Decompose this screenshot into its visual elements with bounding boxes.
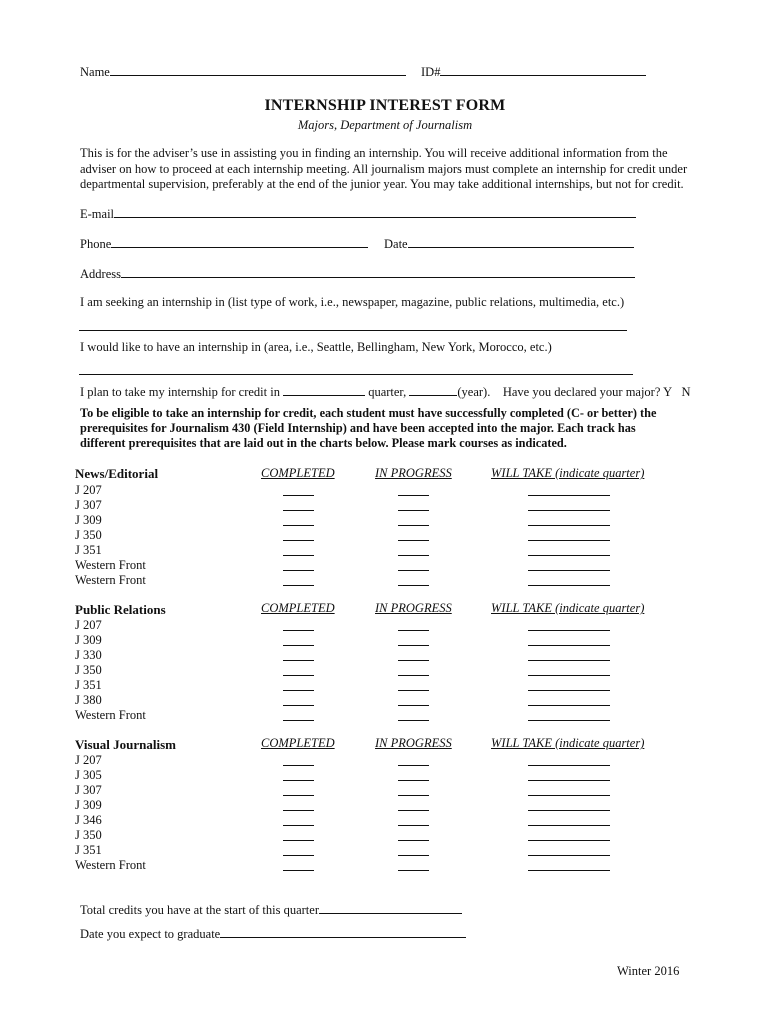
completed-blank[interactable] — [283, 585, 314, 586]
track-title-visual-journalism: Visual Journalism — [75, 737, 177, 752]
course-name: J 350 — [75, 528, 102, 542]
col-in-progress: IN PROGRESS — [375, 466, 452, 480]
course-name: J 351 — [75, 843, 102, 857]
plan-quarter-field[interactable] — [283, 384, 365, 396]
term-label: Winter 2016 — [617, 964, 680, 978]
will-take-blank[interactable] — [528, 525, 610, 526]
course-name: J 309 — [75, 798, 102, 812]
completed-blank[interactable] — [283, 645, 314, 646]
will-take-blank[interactable] — [528, 855, 610, 856]
will-take-blank[interactable] — [528, 765, 610, 766]
in-progress-blank[interactable] — [398, 675, 429, 676]
completed-blank[interactable] — [283, 570, 314, 571]
col-will-take: WILL TAKE (indicate quarter) — [491, 736, 645, 750]
course-list — [75, 753, 146, 873]
phone-field[interactable] — [111, 236, 368, 248]
in-progress-blank[interactable] — [398, 795, 429, 796]
plan-quarter-label: quarter, — [368, 385, 407, 399]
in-progress-blank[interactable] — [398, 825, 429, 826]
address-row — [80, 266, 635, 282]
completed-blank[interactable] — [283, 720, 314, 721]
course-name: J 207 — [75, 483, 102, 497]
will-take-blank[interactable] — [528, 690, 610, 691]
date-row — [384, 236, 634, 252]
in-progress-blank[interactable] — [398, 495, 429, 496]
in-progress-blank[interactable] — [398, 525, 429, 526]
seeking-answer-line[interactable] — [79, 330, 627, 331]
name-row — [80, 64, 406, 80]
course-name: J 351 — [75, 543, 102, 557]
course-name: J 346 — [75, 813, 102, 827]
in-progress-blank[interactable] — [398, 810, 429, 811]
date-label: Date — [384, 237, 408, 251]
course-name: J 207 — [75, 753, 102, 767]
course-name: J 330 — [75, 648, 102, 662]
id-row — [421, 64, 646, 80]
course-name: J 309 — [75, 513, 102, 527]
will-take-blank[interactable] — [528, 645, 610, 646]
page-title: INTERNSHIP INTEREST FORM — [264, 97, 506, 114]
completed-blank[interactable] — [283, 555, 314, 556]
declared-yes[interactable]: Y — [663, 385, 673, 399]
in-progress-blank[interactable] — [398, 555, 429, 556]
completed-blank[interactable] — [283, 870, 314, 871]
in-progress-blank[interactable] — [398, 705, 429, 706]
plan-prefix: I plan to take my internship for credit in — [80, 385, 280, 399]
in-progress-blank[interactable] — [398, 870, 429, 871]
graduate-label: Date you expect to graduate — [80, 927, 221, 941]
completed-blank[interactable] — [283, 525, 314, 526]
course-name: J 307 — [75, 498, 102, 512]
in-progress-blank[interactable] — [398, 840, 429, 841]
course-name: Western Front — [75, 558, 146, 572]
completed-blank[interactable] — [283, 780, 314, 781]
will-take-blank[interactable] — [528, 630, 610, 631]
course-list — [75, 483, 146, 588]
in-progress-blank[interactable] — [398, 540, 429, 541]
will-take-blank[interactable] — [528, 780, 610, 781]
col-completed: COMPLETED — [261, 601, 335, 615]
completed-blank[interactable] — [283, 855, 314, 856]
in-progress-blank[interactable] — [398, 855, 429, 856]
course-name: J 305 — [75, 768, 102, 782]
course-name: J 309 — [75, 633, 102, 647]
declared-question: Have you declared your major? — [502, 385, 661, 399]
id-label: ID# — [421, 65, 441, 79]
will-take-blank[interactable] — [528, 510, 610, 511]
eligibility-line: prerequisites for Journalism 430 (Field Internship) and have been accepted into the major. Each track has — [80, 421, 636, 435]
completed-blank[interactable] — [283, 630, 314, 631]
name-label: Name — [80, 65, 110, 79]
in-progress-blank[interactable] — [398, 780, 429, 781]
eligibility-paragraph — [80, 406, 656, 451]
course-list — [75, 618, 146, 723]
credits-row — [80, 902, 462, 918]
graduate-row — [80, 926, 466, 942]
will-take-blank[interactable] — [528, 495, 610, 496]
in-progress-blank[interactable] — [398, 585, 429, 586]
intro-line: adviser on how to proceed at each internship meeting. All journalism majors must complete an internship for credit under — [80, 161, 688, 176]
graduate-field[interactable] — [220, 926, 466, 938]
will-take-blank[interactable] — [528, 675, 610, 676]
completed-blank[interactable] — [283, 495, 314, 496]
completed-blank[interactable] — [283, 840, 314, 841]
will-take-blank[interactable] — [528, 660, 610, 661]
date-field[interactable] — [408, 236, 634, 248]
in-progress-blank[interactable] — [398, 630, 429, 631]
course-name: J 350 — [75, 828, 102, 842]
col-in-progress: IN PROGRESS — [375, 601, 452, 615]
col-completed: COMPLETED — [261, 736, 335, 750]
course-name: J 351 — [75, 678, 102, 692]
will-take-blank[interactable] — [528, 870, 610, 871]
declared-no[interactable]: N — [681, 385, 691, 399]
completed-blank[interactable] — [283, 540, 314, 541]
course-name: J 380 — [75, 693, 102, 707]
intro-line: This is for the adviser’s use in assisting you in finding an internship. You will receive additional information from the — [80, 146, 668, 160]
will-take-blank[interactable] — [528, 720, 610, 721]
address-label: Address — [80, 267, 121, 281]
col-will-take: WILL TAKE (indicate quarter) — [491, 601, 645, 615]
in-progress-blank[interactable] — [398, 510, 429, 511]
col-in-progress: IN PROGRESS — [375, 736, 452, 750]
location-answer-line[interactable] — [79, 374, 633, 375]
in-progress-blank[interactable] — [398, 720, 429, 721]
course-name: J 207 — [75, 618, 102, 632]
will-take-blank[interactable] — [528, 585, 610, 586]
col-will-take: WILL TAKE (indicate quarter) — [491, 466, 645, 480]
in-progress-blank[interactable] — [398, 660, 429, 661]
email-row — [80, 206, 636, 222]
address-field[interactable] — [121, 266, 635, 278]
completed-blank[interactable] — [283, 810, 314, 811]
plan-year-field[interactable] — [409, 384, 457, 396]
completed-blank[interactable] — [283, 705, 314, 706]
completed-blank[interactable] — [283, 825, 314, 826]
completed-blank[interactable] — [283, 765, 314, 766]
seeking-question: I am seeking an internship in (list type of work, i.e., newspaper, magazine, public relations, multimedia, etc.) — [80, 295, 625, 309]
intro-line: departmental supervision, preferably at the end of the junior year. You may take additional internships, but not for credit. — [80, 177, 684, 191]
course-name: J 307 — [75, 783, 102, 797]
will-take-blank[interactable] — [528, 840, 610, 841]
page-subtitle: Majors, Department of Journalism — [297, 118, 473, 132]
will-take-blank[interactable] — [528, 570, 610, 571]
course-name: Western Front — [75, 708, 146, 722]
in-progress-blank[interactable] — [398, 570, 429, 571]
track-title-public-relations: Public Relations — [75, 602, 166, 617]
intro-paragraph — [80, 146, 687, 193]
location-question: I would like to have an internship in (area, i.e., Seattle, Bellingham, New York, Morocco, etc.) — [80, 340, 552, 354]
will-take-blank[interactable] — [528, 795, 610, 796]
email-label: E-mail — [80, 207, 115, 221]
will-take-blank[interactable] — [528, 540, 610, 541]
phone-row — [80, 236, 368, 252]
plan-row — [80, 384, 691, 400]
course-name: Western Front — [75, 858, 146, 872]
in-progress-blank[interactable] — [398, 690, 429, 691]
will-take-blank[interactable] — [528, 555, 610, 556]
email-field[interactable] — [114, 206, 636, 218]
course-name: Western Front — [75, 573, 146, 587]
id-field[interactable] — [440, 64, 646, 76]
will-take-blank[interactable] — [528, 825, 610, 826]
completed-blank[interactable] — [283, 795, 314, 796]
course-name: J 350 — [75, 663, 102, 677]
completed-blank[interactable] — [283, 510, 314, 511]
eligibility-line: different prerequisites that are laid out in the charts below. Please mark courses as indicated. — [80, 436, 567, 450]
plan-year-label: (year). — [457, 385, 491, 399]
name-field[interactable] — [110, 64, 406, 76]
col-completed: COMPLETED — [261, 466, 335, 480]
credits-field[interactable] — [319, 902, 462, 914]
phone-label: Phone — [80, 237, 112, 251]
eligibility-line: To be eligible to take an internship for credit, each student must have successfully completed (C- or better) the — [80, 406, 657, 420]
in-progress-blank[interactable] — [398, 645, 429, 646]
completed-blank[interactable] — [283, 675, 314, 676]
completed-blank[interactable] — [283, 690, 314, 691]
will-take-blank[interactable] — [528, 705, 610, 706]
credits-label: Total credits you have at the start of this quarter — [80, 903, 319, 917]
completed-blank[interactable] — [283, 660, 314, 661]
will-take-blank[interactable] — [528, 810, 610, 811]
in-progress-blank[interactable] — [398, 765, 429, 766]
track-title-news-editorial: News/Editorial — [75, 466, 159, 481]
